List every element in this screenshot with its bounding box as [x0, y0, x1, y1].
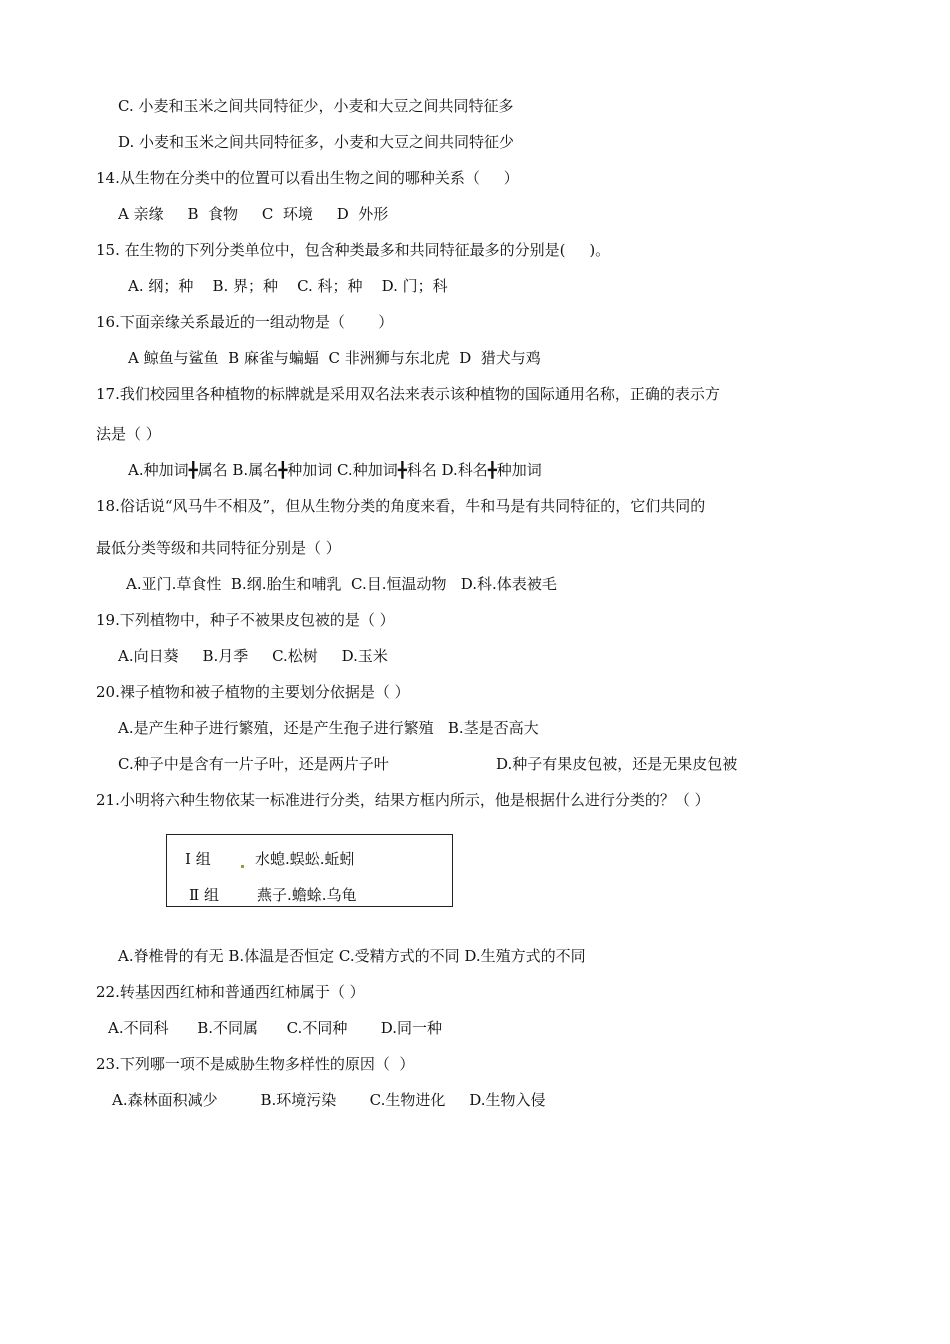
question-15: 15. 在生物的下列分类单位中，包含种类最多和共同特征最多的分别是( )。	[96, 241, 611, 259]
options-20-ab: A.是产生种子进行繁殖，还是产生孢子进行繁殖 B.茎是否高大	[118, 719, 539, 737]
options-19: A.向日葵 B.月季 C.松树 D.玉米	[118, 647, 388, 665]
question-22: 22.转基因西红柿和普通西红柿属于（ ）	[96, 983, 365, 1001]
options-22: A.不同科 B.不同属 C.不同种 D.同一种	[108, 1019, 442, 1037]
options-18: A.亚门.草食性 B.纲.胎生和哺乳 C.目.恒温动物 D.科.体表被毛	[126, 575, 557, 593]
question-21: 21.小明将六种生物依某一标准进行分类，结果方框内所示，他是根据什么进行分类的？（ ）	[96, 791, 710, 809]
question-17: 17.我们校园里各种植物的标牌就是采用双名法来表示该种植物的国际通用名称，正确的表示方	[96, 385, 720, 403]
question-16: 16.下面亲缘关系最近的一组动物是（ ）	[96, 313, 394, 331]
classification-box	[166, 834, 453, 907]
question-18-cont: 最低分类等级和共同特征分别是（ ）	[96, 539, 341, 557]
options-21: A.脊椎骨的有无 B.体温是否恒定 C.受精方式的不同 D.生殖方式的不同	[118, 947, 586, 965]
options-14: A 亲缘 B 食物 C 环境 D 外形	[118, 205, 389, 223]
option-20c: C.种子中是含有一片子叶，还是两片子叶	[118, 755, 389, 773]
group-1-marker	[239, 849, 246, 869]
options-23: A.森林面积减少 B.环境污染 C.生物进化 D.生物入侵	[112, 1091, 546, 1109]
question-17-cont: 法是（ ）	[96, 425, 161, 443]
options-15: A. 纲；种 B. 界；种 C. 科；种 D. 门；科	[128, 277, 448, 295]
group-1-items: 水螅.蜈蚣.蚯蚓	[255, 850, 355, 868]
question-20: 20.裸子植物和被子植物的主要划分依据是（ ）	[96, 683, 410, 701]
question-14: 14.从生物在分类中的位置可以看出生物之间的哪种关系（ ）	[96, 169, 519, 187]
speck-icon	[241, 865, 244, 868]
option-20d: D.种子有果皮包被，还是无果皮包被	[496, 755, 738, 773]
options-17: A.种加词╋属名 B.属名╋种加词 C.种加词╋科名 D.科名╋种加词	[128, 461, 542, 479]
option-13c: C. 小麦和玉米之间共同特征少，小麦和大豆之间共同特征多	[118, 97, 514, 115]
question-18: 18.俗话说“风马牛不相及”，但从生物分类的角度来看，牛和马是有共同特征的，它们共同的	[96, 497, 706, 515]
question-19: 19.下列植物中，种子不被果皮包被的是（ ）	[96, 611, 395, 629]
options-16: A 鲸鱼与鲨鱼 B 麻雀与蝙蝠 C 非洲狮与东北虎 D 猎犬与鸡	[128, 349, 541, 367]
option-13d: D. 小麦和玉米之间共同特征多，小麦和大豆之间共同特征少	[118, 133, 515, 151]
group-2-items: 燕子.蟾蜍.乌龟	[257, 886, 357, 904]
group-1-label: Ⅰ 组	[185, 850, 211, 868]
group-2-label: Ⅱ 组	[189, 886, 219, 904]
question-23: 23.下列哪一项不是威胁生物多样性的原因（ ）	[96, 1055, 415, 1073]
